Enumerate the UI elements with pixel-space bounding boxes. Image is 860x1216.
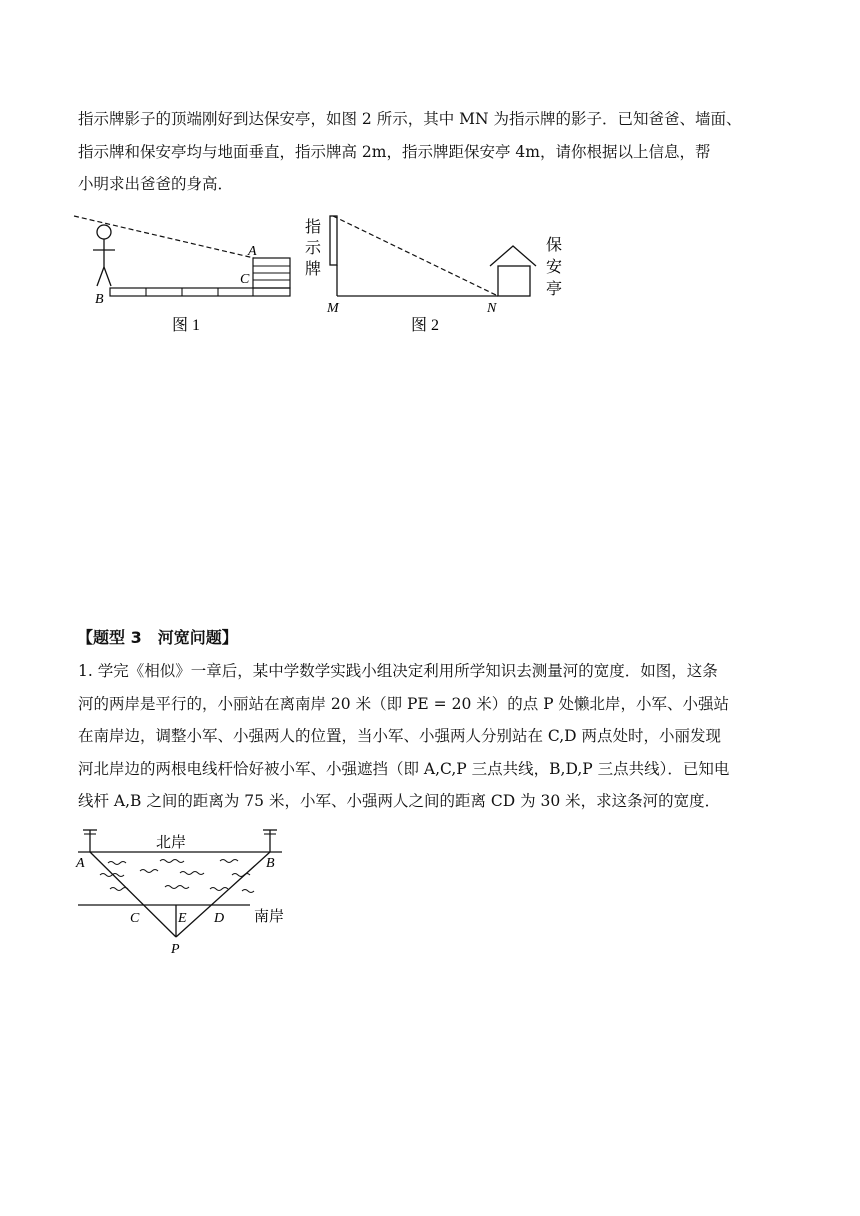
text-line: 在南岸边，调整小军、小强两人的位置，当小军、小强两人分别站在 C,D 两点处时，小丽发现 [78, 727, 722, 746]
kiosk [490, 246, 536, 266]
text-line: 河北岸边的两根电线杆恰好被小军、小强遮挡（即 A,C,P 三点共线，B,D,P 三点共线）．已知电 [78, 759, 730, 778]
label-b: B [95, 292, 104, 307]
kiosk-label [546, 236, 562, 298]
section-heading: 【题型 3 河宽问题】 [77, 628, 238, 647]
figure-2-caption: 图 2 [410, 317, 440, 334]
svg-text:指: 指 [305, 219, 322, 236]
text-line: 1. 学完《相似》一章后，某中学数学实践小组决定利用所学知识去测量河的宽度．如图，这条 [78, 662, 718, 680]
shadow-line [333, 216, 498, 296]
text-line: 指示牌和保安亭均与地面垂直，指示牌高 2m，指示牌距保安亭 4m，请你根据以上信息，帮 [78, 142, 711, 161]
label-p: P [171, 942, 180, 957]
label-a: A [76, 856, 85, 871]
figure-2 [300, 210, 580, 335]
south-bank-label: 南岸 [254, 909, 285, 925]
label-d: D [214, 911, 225, 926]
text-line: 指示牌影子的顶端刚好到达保安亭，如图 2 所示，其中 MN 为指示牌的影子．已知爸爸、墙面、 [78, 110, 742, 128]
sign-board [330, 216, 337, 265]
svg-text:亭: 亭 [546, 281, 563, 298]
sign-label [305, 218, 322, 278]
label-c: C [240, 272, 250, 287]
figure-3-river [70, 825, 300, 960]
label-e: E [178, 911, 187, 926]
problem-intro-text [78, 103, 782, 201]
svg-text:示: 示 [305, 240, 322, 257]
label-m: M [327, 301, 339, 316]
person-head [97, 225, 111, 239]
text-line: 河的两岸是平行的，小丽站在离南岸 20 米（即 PE = 20 米）的点 P 处懒北岸，小军、小强站 [78, 694, 730, 713]
shadow-line [74, 216, 254, 258]
label-a: A [248, 244, 257, 259]
figure-1 [70, 210, 300, 335]
svg-text:安: 安 [546, 259, 563, 276]
river-problem-text [78, 655, 782, 818]
label-n: N [487, 301, 497, 316]
north-bank-label: 北岸 [156, 835, 187, 851]
label-b: B [266, 856, 275, 871]
text-line: 小明求出爸爸的身高． [78, 175, 234, 194]
svg-text:牌: 牌 [305, 261, 322, 278]
svg-text:保: 保 [546, 237, 563, 254]
figure-1-caption: 图 1 [171, 317, 201, 334]
text-line: 线杆 A,B 之间的距离为 75 米，小军、小强两人之间的距离 CD 为 30 米，求这条河的宽度． [78, 792, 721, 811]
label-c: C [130, 911, 140, 926]
